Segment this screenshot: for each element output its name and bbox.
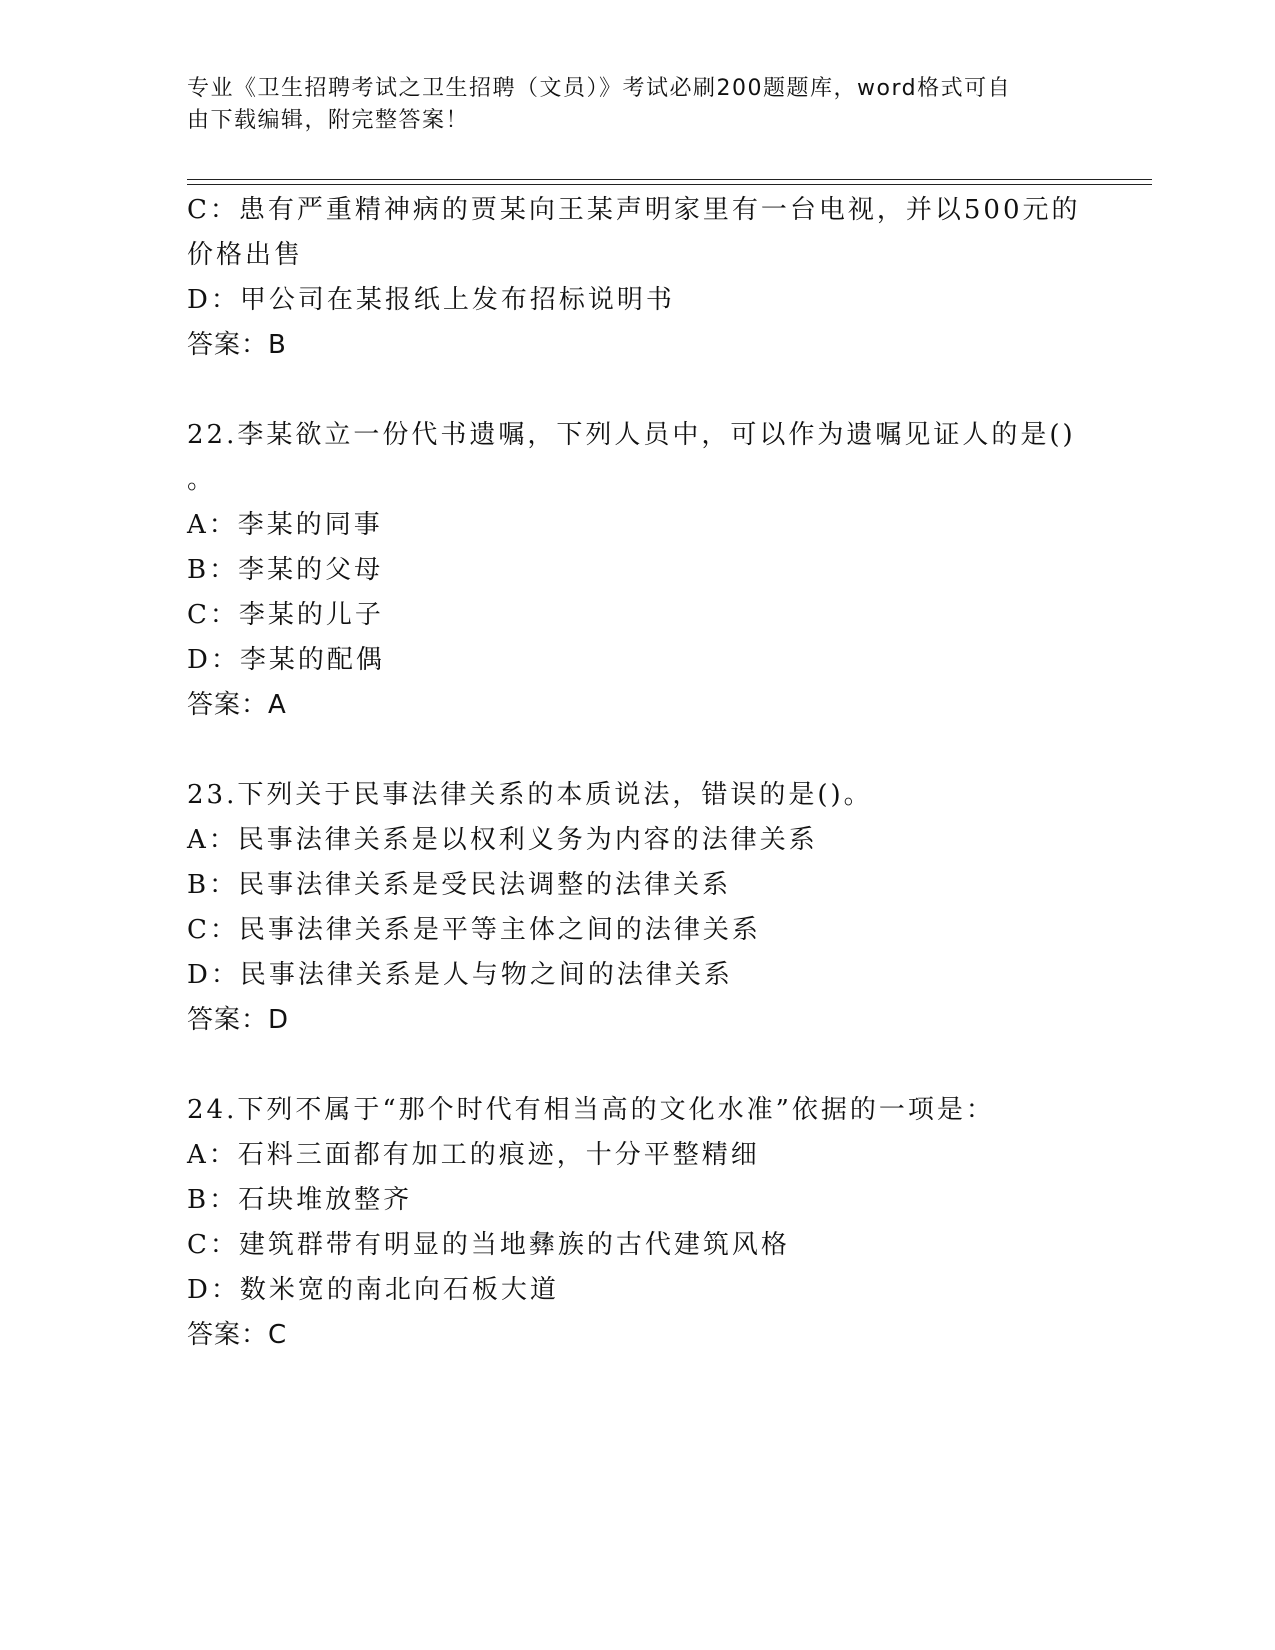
option-c: C：患有严重精神病的贾某向王某声明家里有一台电视，并以500元的 xyxy=(187,195,1081,225)
option-d: D：甲公司在某报纸上发布招标说明书 xyxy=(187,285,675,315)
question-23 xyxy=(187,773,1087,1043)
question-24 xyxy=(187,1088,1087,1358)
option-b: B：民事法律关系是受民法调整的法律关系 xyxy=(187,870,732,900)
header-line-1: 专业《卫生招聘考试之卫生招聘（文员）》考试必刷200题题库，word格式可自 xyxy=(187,76,1012,101)
header-divider-bottom xyxy=(187,184,1152,185)
header-line-2: 由下载编辑，附完整答案！ xyxy=(187,108,470,133)
question-stem: 22.李某欲立一份代书遗嘱，下列人员中，可以作为遗嘱见证人的是() xyxy=(187,420,1076,450)
option-c: C：建筑群带有明显的当地彝族的古代建筑风格 xyxy=(187,1230,790,1260)
option-c-continued: 价格出售 xyxy=(187,240,304,270)
question-stem: 23.下列关于民事法律关系的本质说法，错误的是()。 xyxy=(187,780,873,810)
question-content xyxy=(187,188,1087,1358)
answer-line: 答案：A xyxy=(187,690,287,720)
option-b: B：石块堆放整齐 xyxy=(187,1185,413,1215)
spacer xyxy=(187,1043,1087,1088)
option-a: A：石料三面都有加工的痕迹，十分平整精细 xyxy=(187,1140,760,1170)
document-header xyxy=(187,73,1087,137)
spacer xyxy=(187,728,1087,773)
option-a: A：李某的同事 xyxy=(187,510,383,540)
question-stem: 24.下列不属于“那个时代有相当高的文化水准”依据的一项是： xyxy=(187,1095,995,1125)
option-d: D：数米宽的南北向石板大道 xyxy=(187,1275,559,1305)
option-a: A：民事法律关系是以权利义务为内容的法律关系 xyxy=(187,825,818,855)
question-21-tail xyxy=(187,188,1087,368)
header-divider-top xyxy=(187,179,1152,180)
answer-line: 答案：D xyxy=(187,1005,290,1035)
option-c: C：李某的儿子 xyxy=(187,600,384,630)
answer-line: 答案：B xyxy=(187,330,287,360)
spacer xyxy=(187,368,1087,413)
option-c: C：民事法律关系是平等主体之间的法律关系 xyxy=(187,915,761,945)
question-22 xyxy=(187,413,1087,728)
answer-line: 答案：C xyxy=(187,1320,288,1350)
option-d: D：李某的配偶 xyxy=(187,645,385,675)
question-stem-continued: 。 xyxy=(187,465,214,495)
option-b: B：李某的父母 xyxy=(187,555,384,585)
option-d: D：民事法律关系是人与物之间的法律关系 xyxy=(187,960,733,990)
